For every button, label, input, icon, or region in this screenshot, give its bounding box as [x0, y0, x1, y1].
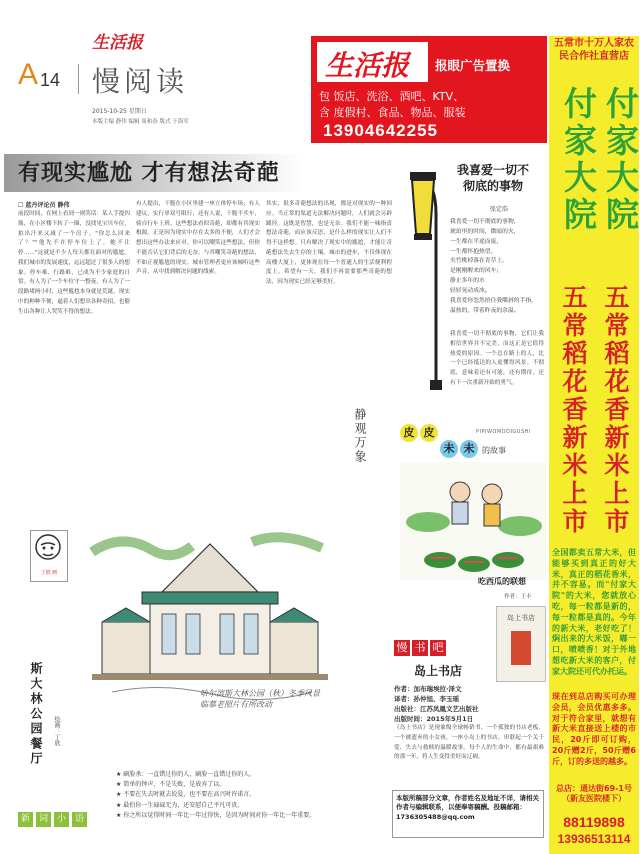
- masthead: [0, 0, 310, 130]
- comic-vertical-title: 静观万象: [353, 408, 367, 464]
- street-lamp-illustration: [396, 154, 446, 390]
- footer-char: 新: [18, 812, 33, 827]
- star-icon: ★: [116, 781, 124, 789]
- book-meta-line: 译者：孙仲旭、李玉瑶: [394, 695, 459, 704]
- book-intro: 《岛上书店》是现象级全球畅销书。一个孤独的书店老板，一个被遗弃的小女孩，一座小岛上的书店，串联起一个关于爱、失去与救赎的温暖故事。每个人的生命中，都有最艰难的那一年，将人生变得美好而辽阔。: [394, 725, 544, 761]
- comic-caption: 吃西瓜的联想: [478, 577, 526, 586]
- book-meta-line: 出版时间：2015年5月1日: [394, 715, 474, 724]
- footer-bullets: [116, 770, 388, 821]
- ad-right: [549, 36, 639, 854]
- sketch-title: 斯大林公园餐厅: [29, 662, 43, 767]
- footer-bullet: ★ 刷脸杀：一直错过你的人，刷脸一直错过你的人。: [116, 771, 256, 778]
- ad-right-promo: 全国都卖五常大米，但能够买到真正的好大米，真正的稻花香米，并不容易。而"付家大院"的大米，您就放心吃，每一粒都是新的，每一粒都是真的。今年的新大米，老好吃了！焖出来的大米饭，嘟一口，喷喷香！对于外地想吃新大米的客户，付家大院还可代办托运。: [552, 548, 636, 676]
- book-cover-title: 岛上书店: [507, 614, 535, 622]
- poem-line: 我喜爱你忽然捂住我嘴唇的手指，: [450, 297, 537, 304]
- ad-right-notice: 现在到总店购买可办理会员，会员优惠多多。对于符合家里，就想有新大米直接送上楼的市民，20斤即可订购，20斤赠2斤，50斤赠6斤，订的多送的越多。: [552, 692, 636, 766]
- submission-text: 本版所稿部分文章，作者姓名及地址不详，请相关作者与编辑联系，以便奉寄稿酬。投稿邮箱：: [396, 794, 539, 812]
- poem-prose: 我喜爱一切不彻底的事物，它们让我相信世界并不完美，而这正是它值得热爱的原因。一个总在路上的人，比一个已经抵达的人更懂得风景。不彻底，意味着还有可能，还有期待，还有下一次重新开始的勇气。: [450, 331, 544, 386]
- footer-char: 词: [36, 812, 51, 827]
- seal-text: 丁欣 画: [40, 570, 58, 576]
- comic-badge: 未: [460, 440, 478, 458]
- divider: [78, 64, 79, 94]
- issue-date: 2015-10-25 星期日: [92, 108, 147, 115]
- poem-line: 温热的，带着昨夜的余温。: [450, 307, 520, 314]
- footer-char: 小: [54, 812, 69, 827]
- story-column: 有人提出，干脆在小区里建一座立体停车场；有人建议，实行单双号限行；还有人说，干脆不买车，骑自行车上班。这些想法看似奇葩，却都有其现实根源。正是因为现实中存在太多的不便，人们才会想出这些办法来应对。你可以嘲笑这些想法，但你不能否认它们背后的无奈。与其嘲笑奇葩的想法，不如正视尴尬的现实。城市管理者更应该倾听这些声音，从中找到解决问题的线索。: [136, 201, 260, 276]
- comic-author: 作者：王丰: [504, 594, 532, 600]
- poem-line: 琥珀里的时间，微暗的火，: [450, 228, 520, 235]
- story-column: 其实，很多奇葩想法的出现，都是对现实的一种回应。当正常的渠道无法解决问题时，人们就会另辟蹊径。这既是智慧，也是无奈。我们不能一味指责想法奇葩，而应该反思，是什么样的现实让人们不得不这样想。只有解决了现实中的尴尬，才能让奇葩想法失去生存的土壤。城市的进步，不仅体现在高楼大厦上，更体现在每一个普通人的生活便利程度上。希望有一天，我们不再需要那些奇葩的想法，因为现实已经足够美好。: [266, 201, 392, 286]
- editors: 本版主编 静伟 编辑 周和春 版式 于海军: [92, 119, 189, 125]
- ad-top-phone: 13904642255: [323, 121, 439, 140]
- poem-line: 一生都怀抱热望。: [450, 248, 497, 255]
- book-title: 岛上书店: [414, 664, 463, 678]
- book-section-label: [394, 636, 446, 656]
- book-section-char: 吧: [430, 640, 446, 656]
- ad-top-logo-box: [317, 42, 428, 82]
- book-cover: [496, 606, 546, 682]
- star-icon: ★: [116, 791, 124, 799]
- ad-right-phone: 88119898: [563, 814, 625, 830]
- page-letter: A: [18, 58, 39, 91]
- footer-bullet: ★ 简单的钟声，不是失败，是放弃了以。: [116, 781, 226, 789]
- ad-right-header: 五常市十万人家农民合作社直营店: [554, 38, 634, 62]
- section-title: 慢阅读: [92, 65, 189, 98]
- submission-email[interactable]: 1736305488@qq.com: [396, 812, 475, 821]
- book-meta-line: 作者：加布瑞埃拉·泽文: [394, 685, 462, 693]
- ad-right-tagline: 五常稻花香新米上市: [559, 284, 588, 536]
- ad-right-brand: 付家大院: [601, 86, 640, 234]
- comic-badge: 皮: [420, 424, 438, 442]
- footer-bullet: ★ 不要在失去时就去说爱，也不要在高兴时许诺言。: [116, 791, 256, 799]
- footer-bullet: ★ 最怕你一生碌碌无为，还安慰自己平凡可贵。: [116, 801, 244, 809]
- comic-series: 的故事: [482, 446, 506, 455]
- book-meta-line: 出版社：江苏凤凰文艺出版社: [394, 705, 479, 714]
- ad-right-tagline: 五常稻花香新米上市: [601, 284, 630, 536]
- book-meta: [394, 684, 544, 724]
- star-icon: ★: [116, 801, 124, 809]
- star-icon: ★: [116, 771, 124, 778]
- ad-right-brand: 付家大院: [559, 86, 598, 234]
- byline: ☐ 蓝丹评论员 静伟: [18, 202, 70, 209]
- ad-top-title: 报眼广告置换: [435, 58, 511, 73]
- sketch-seal: [30, 530, 68, 582]
- poem-line: 轻轻晃动成冰。: [450, 287, 491, 294]
- story-column: 前段时间，在网上看到一则笑话：某人手提四瓶，在小区楼下转了一圈，没找见宝贝车位，拍出汗来又减了一个房子。"你怎么回来了？""他先不在停车位上了，她不让停……"这就是不少人每天都在面对的尴尬。我们城市的发展速度，远远超过了很多人的想象。停车难、行路难，已成为不少家庭的日常。有人为了一个车位守一整夜，有人为了一段路堵两小时，这些尴尬本身就是荒诞。现实中的种种不便，逼着人们想出各种奇招，也催生出各种让人哭笑不得的想法。: [18, 211, 130, 315]
- ad-top-logo: 生活报: [325, 49, 410, 82]
- restaurant-sketch: [82, 522, 338, 752]
- ad-top-line: 包 饭店、洗浴、酒吧、KTV、: [319, 90, 465, 103]
- ad-top: [311, 36, 547, 143]
- footer-label: [18, 806, 87, 827]
- poem-line: 是刚刚醒来的风车；: [450, 268, 503, 275]
- submission-box: [392, 790, 544, 838]
- book-section-char: 慢: [394, 640, 410, 656]
- poem-title: 我喜爱一切不彻底的事物: [456, 163, 529, 194]
- page-number: 14: [40, 70, 61, 90]
- footer-char: 语: [72, 812, 87, 827]
- book-section-char: 书: [412, 640, 428, 656]
- poem-line: 静止多年的水: [450, 278, 485, 285]
- ad-right-address: 总店：通达街69-1号（新友医院楼下）: [555, 784, 633, 804]
- comic-badge: 皮: [400, 424, 418, 442]
- masthead-logo: 生活报: [92, 33, 143, 53]
- poem-line: 我喜爱一切不彻底的事物，: [450, 219, 520, 225]
- sketch-note: 哈尔滨斯大林公园（秋）冬季风景 临摹老照片有所改动: [200, 689, 320, 710]
- comic-badge: 未: [440, 440, 458, 458]
- portrait-seal-icon: [31, 531, 65, 565]
- star-icon: ★: [116, 811, 124, 819]
- ad-right-phone: 13936513114: [557, 832, 631, 846]
- headline: 有现实尴尬 才有想法奇葩: [18, 161, 280, 186]
- poem-line: 夹竹桃掉落在青草上，: [450, 258, 508, 265]
- poem-line: 一生都在半途而废，: [450, 238, 503, 245]
- footer-bullet: ★ 你之所以觉得时间一年比一年过得快，是因为时间对你一年比一年重要。: [116, 811, 316, 819]
- sketch-author: 绘画：丁欣: [53, 716, 60, 746]
- book-cover-art: [511, 631, 531, 665]
- ad-top-line: 含 度假村、食品、物品、服装: [319, 106, 466, 119]
- comic-pinyin: PIPIWOMODIGUSHI: [476, 429, 531, 435]
- poem-lines: [450, 218, 544, 316]
- comic-illustration: [400, 462, 546, 580]
- poem-author: 张定浩: [490, 206, 509, 213]
